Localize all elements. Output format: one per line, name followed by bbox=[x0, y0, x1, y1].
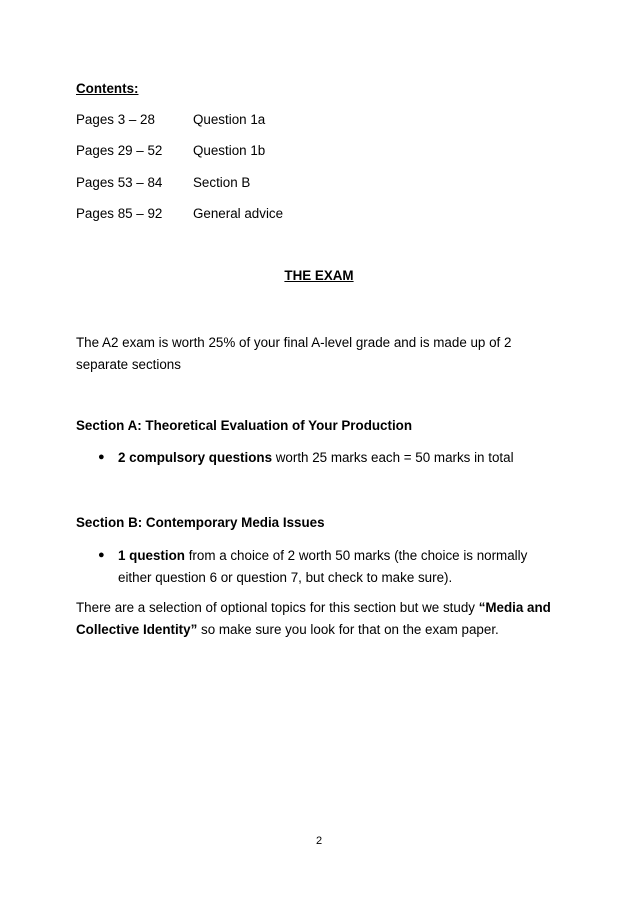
contents-row-2-desc: Question 1b bbox=[193, 143, 266, 158]
section-b-bullet-bold: 1 question bbox=[118, 548, 185, 563]
contents-row-4-pages: Pages 85 – 92 bbox=[76, 206, 163, 221]
section-b-bullet bbox=[118, 545, 558, 589]
exam-heading: THE EXAM bbox=[284, 268, 354, 283]
section-b-note-start: There are a selection of optional topics for this section but we study bbox=[76, 600, 479, 615]
page-number: 2 bbox=[315, 835, 323, 847]
contents-row-3-pages: Pages 53 – 84 bbox=[76, 175, 163, 190]
section-a-heading: Section A: Theoretical Evaluation of Your Production bbox=[76, 418, 413, 433]
contents-row-1-pages: Pages 3 – 28 bbox=[76, 112, 155, 127]
section-b-note bbox=[76, 597, 558, 641]
section-b-note-bold: “Media and Collective Identity” bbox=[76, 600, 551, 637]
section-a-bullet-rest: worth 25 marks each = 50 marks in total bbox=[272, 450, 514, 465]
contents-heading: Contents: bbox=[76, 81, 139, 96]
section-b-bullet-rest: from a choice of 2 worth 50 marks (the choice is normally either question 6 or question 7, but check to make sure). bbox=[118, 548, 528, 585]
section-b-note-end: so make sure you look for that on the exam paper. bbox=[197, 622, 499, 637]
bullet-icon: ● bbox=[98, 549, 105, 561]
section-a-bullet bbox=[118, 447, 558, 469]
bullet-icon: ● bbox=[98, 451, 105, 463]
contents-row-3-desc: Section B bbox=[193, 175, 251, 190]
contents-row-1-desc: Question 1a bbox=[193, 112, 266, 127]
contents-row-2-pages: Pages 29 – 52 bbox=[76, 143, 163, 158]
exam-intro-paragraph: The A2 exam is worth 25% of your final A-level grade and is made up of 2 separate sections bbox=[76, 335, 512, 372]
section-b-heading: Section B: Contemporary Media Issues bbox=[76, 515, 325, 530]
contents-row-4-desc: General advice bbox=[193, 206, 284, 221]
section-a-bullet-bold: 2 compulsory questions bbox=[118, 450, 273, 465]
